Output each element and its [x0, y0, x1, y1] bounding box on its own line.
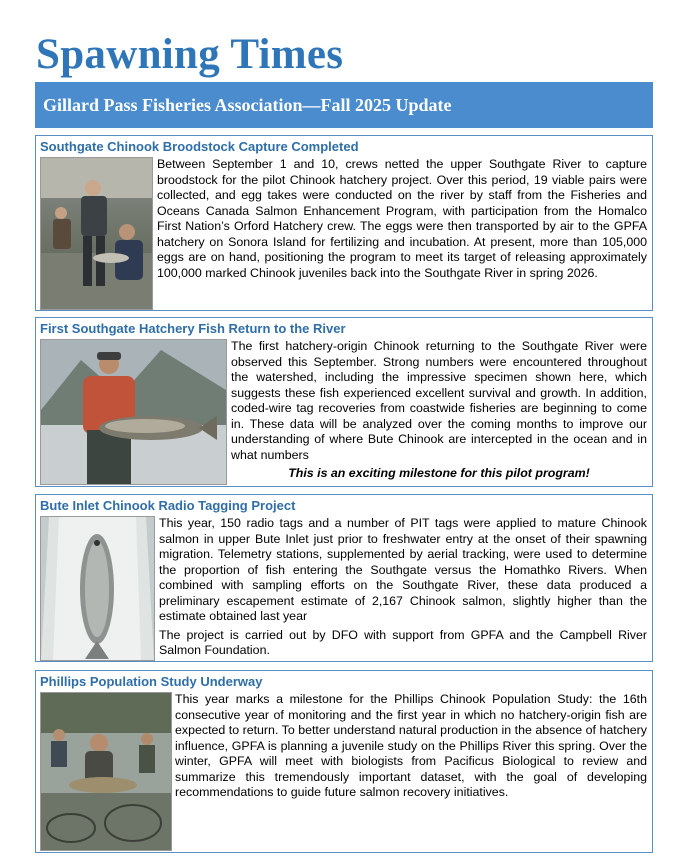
article-paragraph: This year, 150 radio tags and a number of PIT tags were applied to mature Chinook salmon in upper Bute Inlet just prior to freshwater entry at the onset of their spawning migration. Telemetry stations, supplemented by aerial tracking, were used to determine the proportion of fish entering the Southgate versus the Homathko Rivers. When combined with sampling efforts on the Southgate River, these data produced a preliminary escapement estimate of 2,167 Chinook salmon, slightly higher than the estimate obtained last year: [159, 516, 647, 624]
article-paragraph: Between September 1 and 10, crews netted the upper Southgate River to capture broodstock for the pilot Chinook hatchery project. Over this period, 19 viable pairs were collected, and egg takes were conducted on the river by staff from the Fisheries and Oceans Canada Salmon Enhancement Program, with participation from the Homalco First Nation’s Orford Hatchery crew. The eggs were then transported by air to the GPFA hatchery on Sonora Island for fertilizing and incubation. At present, more than 105,000 eggs are on hand, positioning the program to meet its target of releasing approximately 100,000 marked Chinook juveniles back into the Southgate River in spring 2026.: [157, 157, 647, 280]
photo-angler-with-chinook: [40, 339, 227, 485]
article-phillips-study: [35, 670, 653, 853]
newsletter-title: Spawning Times: [36, 31, 344, 78]
photo-broodstock-crew: [40, 157, 153, 310]
photo-tagged-chinook: [40, 516, 155, 661]
article-body: [157, 157, 647, 281]
article-heading: Phillips Population Study Underway: [40, 674, 263, 689]
article-heading: First Southgate Hatchery Fish Return to the River: [40, 321, 346, 336]
article-radio-tagging: [35, 494, 653, 662]
article-body: [231, 339, 647, 482]
article-heading: Bute Inlet Chinook Radio Tagging Project: [40, 498, 296, 513]
article-emphasis: This is an exciting milestone for this pilot program!: [288, 466, 590, 481]
article-hatchery-return: [35, 317, 653, 487]
newsletter-banner: Gillard Pass Fisheries Association—Fall 2025 Update: [35, 82, 653, 128]
article-heading: Southgate Chinook Broodstock Capture Completed: [40, 139, 359, 154]
article-broodstock-capture: [35, 135, 653, 311]
article-paragraph: The project is carried out by DFO with support from GPFA and the Campbell River Salmon Foundation.: [159, 627, 647, 658]
photo-field-crew-with-net: [40, 692, 172, 851]
article-paragraph: The first hatchery-origin Chinook returning to the Southgate River were observed this September. Strong numbers were encountered throughout the watershed, including the impressive specimen shown here, which suggests these fish experienced excellent survival and growth. In addition, coded-wire tag recoveries from coastwide fisheries are beginning to come in. These data will be analyzed over the coming months to improve our understanding of where Bute Chinook are intercepted in the ocean and in what numbers: [231, 339, 647, 462]
article-body: [175, 692, 647, 801]
article-body: [159, 516, 647, 659]
article-paragraph: This year marks a milestone for the Phillips Chinook Population Study: the 16th consecutive year of monitoring and the first year in which no hatchery-origin fish are expected to return. To better understand natural production in the absence of hatchery influence, GPFA is planning a juvenile study on the Phillips River this spring. Over the winter, GPFA will meet with biologists from Pacificus Biological to review and summarize this tremendously important dataset, with the goal of developing recommendations to guide future salmon recovery initiatives.: [175, 692, 647, 800]
